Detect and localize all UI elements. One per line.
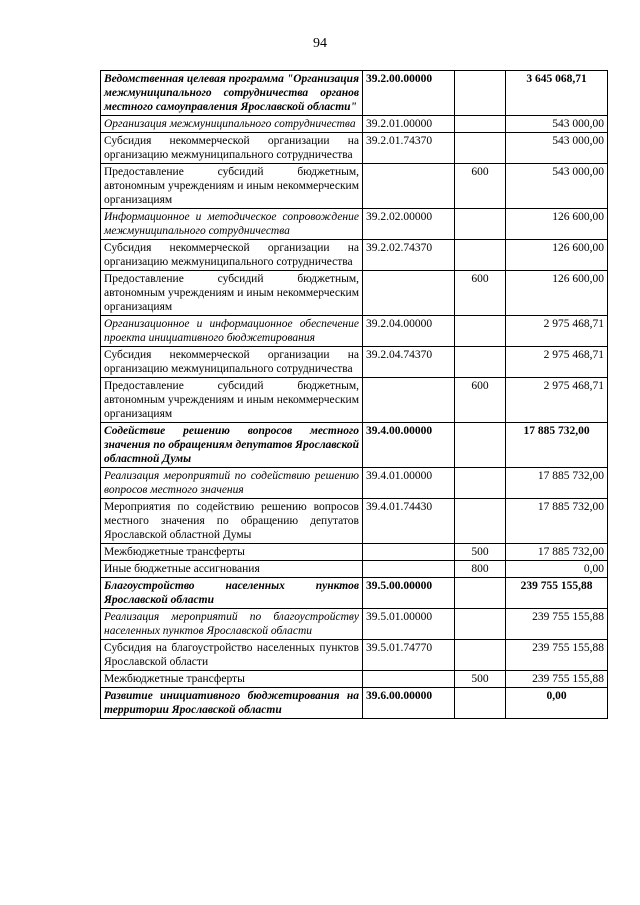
amount-cell: 239 755 155,88 <box>506 609 608 640</box>
table-row <box>101 71 608 116</box>
expense-type-cell <box>455 116 506 133</box>
expense-type-cell <box>455 133 506 164</box>
amount-cell: 17 885 732,00 <box>506 544 608 561</box>
name-cell: Развитие инициативного бюджетирования на территории Ярославской области <box>101 688 363 719</box>
code-cell: 39.2.04.00000 <box>363 316 455 347</box>
code-cell: 39.4.01.74430 <box>363 499 455 544</box>
code-cell <box>363 561 455 578</box>
expense-type-cell <box>455 423 506 468</box>
amount-cell: 543 000,00 <box>506 116 608 133</box>
amount-cell: 239 755 155,88 <box>506 671 608 688</box>
name-cell: Ведомственная целевая программа "Организация межмуниципального сотрудничества органов местного самоуправления Ярославской области" <box>101 71 363 116</box>
code-cell: 39.5.00.00000 <box>363 578 455 609</box>
code-cell <box>363 378 455 423</box>
code-cell <box>363 544 455 561</box>
table-row <box>101 423 608 468</box>
table-row <box>101 209 608 240</box>
table-row <box>101 544 608 561</box>
code-cell: 39.4.00.00000 <box>363 423 455 468</box>
expense-type-cell <box>455 578 506 609</box>
amount-cell: 17 885 732,00 <box>506 423 608 468</box>
table-row <box>101 609 608 640</box>
name-cell: Межбюджетные трансферты <box>101 544 363 561</box>
expense-type-cell: 500 <box>455 671 506 688</box>
name-cell: Содействие решению вопросов местного значения по обращениям депутатов Ярославской областной Думы <box>101 423 363 468</box>
name-cell: Мероприятия по содействию решению вопросов местного значения по обращению депутатов Ярославской областной Думы <box>101 499 363 544</box>
amount-cell: 543 000,00 <box>506 164 608 209</box>
code-cell: 39.2.02.00000 <box>363 209 455 240</box>
expense-type-cell <box>455 347 506 378</box>
name-cell: Предоставление субсидий бюджетным, автономным учреждениям и иным некоммерческим организациям <box>101 271 363 316</box>
name-cell: Субсидия на благоустройство населенных пунктов Ярославской области <box>101 640 363 671</box>
amount-cell: 126 600,00 <box>506 240 608 271</box>
table-row <box>101 347 608 378</box>
amount-cell: 2 975 468,71 <box>506 347 608 378</box>
code-cell: 39.2.04.74370 <box>363 347 455 378</box>
expense-type-cell <box>455 468 506 499</box>
code-cell: 39.2.00.00000 <box>363 71 455 116</box>
expense-type-cell <box>455 209 506 240</box>
name-cell: Информационное и методическое сопровождение межмуниципального сотрудничества <box>101 209 363 240</box>
table-row <box>101 640 608 671</box>
table-row <box>101 116 608 133</box>
amount-cell: 239 755 155,88 <box>506 578 608 609</box>
expense-type-cell <box>455 640 506 671</box>
amount-cell: 0,00 <box>506 688 608 719</box>
code-cell <box>363 271 455 316</box>
name-cell: Субсидия некоммерческой организации на организацию межмуниципального сотрудничества <box>101 133 363 164</box>
code-cell: 39.2.02.74370 <box>363 240 455 271</box>
name-cell: Межбюджетные трансферты <box>101 671 363 688</box>
code-cell: 39.4.01.00000 <box>363 468 455 499</box>
expense-type-cell <box>455 688 506 719</box>
name-cell: Субсидия некоммерческой организации на организацию межмуниципального сотрудничества <box>101 347 363 378</box>
amount-cell: 0,00 <box>506 561 608 578</box>
expense-type-cell: 600 <box>455 378 506 423</box>
expense-type-cell: 800 <box>455 561 506 578</box>
table-row <box>101 499 608 544</box>
expense-type-cell <box>455 71 506 116</box>
name-cell: Организация межмуниципального сотрудничества <box>101 116 363 133</box>
name-cell: Предоставление субсидий бюджетным, автономным учреждениям и иным некоммерческим организациям <box>101 378 363 423</box>
code-cell: 39.2.01.74370 <box>363 133 455 164</box>
code-cell: 39.5.01.74770 <box>363 640 455 671</box>
code-cell: 39.6.00.00000 <box>363 688 455 719</box>
name-cell: Предоставление субсидий бюджетным, автономным учреждениям и иным некоммерческим организациям <box>101 164 363 209</box>
table-row <box>101 240 608 271</box>
table-row <box>101 671 608 688</box>
amount-cell: 543 000,00 <box>506 133 608 164</box>
amount-cell: 2 975 468,71 <box>506 316 608 347</box>
expense-type-cell <box>455 316 506 347</box>
expense-type-cell: 500 <box>455 544 506 561</box>
table-row <box>101 468 608 499</box>
amount-cell: 126 600,00 <box>506 271 608 316</box>
table-row <box>101 578 608 609</box>
amount-cell: 126 600,00 <box>506 209 608 240</box>
amount-cell: 2 975 468,71 <box>506 378 608 423</box>
table-row <box>101 164 608 209</box>
expense-type-cell <box>455 499 506 544</box>
name-cell: Иные бюджетные ассигнования <box>101 561 363 578</box>
expense-type-cell <box>455 240 506 271</box>
code-cell: 39.2.01.00000 <box>363 116 455 133</box>
name-cell: Благоустройство населенных пунктов Ярославской области <box>101 578 363 609</box>
amount-cell: 17 885 732,00 <box>506 499 608 544</box>
table-row <box>101 378 608 423</box>
amount-cell: 3 645 068,71 <box>506 71 608 116</box>
table-row <box>101 688 608 719</box>
amount-cell: 239 755 155,88 <box>506 640 608 671</box>
page-number: 94 <box>313 36 327 51</box>
name-cell: Организационное и информационное обеспечение проекта инициативного бюджетирования <box>101 316 363 347</box>
table-row <box>101 316 608 347</box>
name-cell: Субсидия некоммерческой организации на организацию межмуниципального сотрудничества <box>101 240 363 271</box>
amount-cell: 17 885 732,00 <box>506 468 608 499</box>
table-row <box>101 133 608 164</box>
name-cell: Реализация мероприятий по содействию решению вопросов местного значения <box>101 468 363 499</box>
expense-type-cell: 600 <box>455 164 506 209</box>
expense-type-cell: 600 <box>455 271 506 316</box>
budget-table-body <box>101 71 608 719</box>
budget-table <box>100 70 608 719</box>
code-cell: 39.5.01.00000 <box>363 609 455 640</box>
table-row <box>101 271 608 316</box>
table-row <box>101 561 608 578</box>
code-cell <box>363 164 455 209</box>
code-cell <box>363 671 455 688</box>
expense-type-cell <box>455 609 506 640</box>
name-cell: Реализация мероприятий по благоустройству населенных пунктов Ярославской области <box>101 609 363 640</box>
